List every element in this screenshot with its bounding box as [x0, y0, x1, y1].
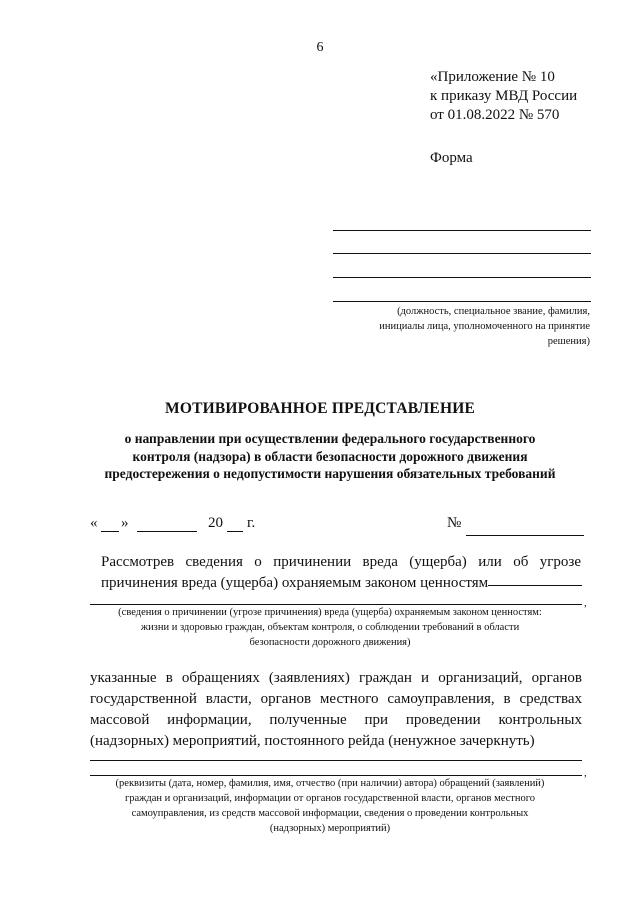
official-blank-line-1	[333, 230, 591, 231]
paragraph-2-line-4: (надзорных) мероприятий, постоянного рейда (ненужное зачеркнуть)	[90, 733, 535, 749]
year-blank	[227, 531, 243, 532]
details-line-comma: ,	[584, 767, 587, 779]
document-number-blank	[466, 535, 584, 536]
appendix-line-2: к приказу МВД России	[430, 88, 578, 104]
paragraph-1-line-1: Рассмотрев сведения о причинении вреда (ущерба) или об угрозе	[101, 554, 581, 570]
document-title: МОТИВИРОВАННОЕ ПРЕДСТАВЛЕНИЕ	[164, 400, 475, 417]
subtitle-line-3: предостережения о недопустимости нарушения обязательных требований	[104, 466, 556, 481]
subtitle-line-2: контроля (надзора) в области безопасности дорожного движения	[132, 448, 528, 464]
appendix-reference	[430, 68, 577, 125]
subtitle-line-1: о направлении при осуществлении федерального государственного	[124, 431, 536, 446]
form-label: Форма	[430, 150, 473, 166]
paragraph-2-line-1: указанные в обращениях (заявлениях) граждан и организаций, органов	[90, 670, 582, 686]
values-caption-line-2: жизни и здоровью граждан, объектам контроля, о соблюдении требований в области	[140, 622, 520, 633]
appendix-line-1: «Приложение № 10	[430, 69, 555, 85]
year-prefix: 20	[208, 515, 223, 531]
values-caption-line-1: (сведения о причинении (угрозе причинения) вреда (ущерба) охраняемым законом ценностям:	[118, 607, 542, 618]
values-line-comma: ,	[584, 597, 587, 609]
date-close-quote: »	[121, 515, 129, 531]
details-caption-line-4: (надзорных) мероприятий)	[269, 823, 391, 834]
details-caption-line-2: граждан и организаций, информации от органов государственной власти, органов местного	[124, 793, 536, 804]
official-caption-line-1: (должность, специальное звание, фамилия,	[397, 306, 590, 317]
official-caption-line-3: решения)	[547, 336, 590, 347]
values-caption	[60, 605, 600, 650]
official-blank-line-3	[333, 277, 591, 278]
official-blank-line-2	[333, 253, 591, 254]
year-suffix: г.	[247, 515, 256, 531]
day-blank	[101, 531, 119, 532]
official-caption-line-2: инициалы лица, уполномоченного на принятие	[379, 321, 590, 332]
details-caption-line-1: (реквизиты (дата, номер, фамилия, имя, отчество (при наличии) автора) обращений (заявлений)	[115, 778, 545, 789]
paragraph-1-line-2: причинения вреда (ущерба) охраняемым законом ценностям	[101, 575, 489, 591]
appendix-line-3: от 01.08.2022 № 570	[430, 107, 560, 123]
paragraph-2-line-2: государственной власти, органов местного самоуправления, в средствах	[90, 691, 582, 707]
paragraph-2-line-3: массовой информации, полученные при проведении контрольных	[90, 712, 582, 728]
date-open-quote: «	[90, 515, 98, 531]
values-blank-inline	[488, 585, 582, 586]
month-blank	[137, 531, 197, 532]
details-caption	[60, 776, 600, 836]
official-blank-line-4	[333, 301, 591, 302]
details-blank-line-1	[90, 760, 582, 761]
official-caption	[330, 304, 590, 349]
page-number: 6	[316, 40, 324, 55]
values-caption-line-3: безопасности дорожного движения)	[249, 637, 411, 648]
details-caption-line-3: самоуправления, из средств массовой информации, сведения о проведении контрольных	[131, 808, 529, 819]
number-sign: №	[447, 515, 462, 531]
document-subtitle	[60, 430, 600, 483]
